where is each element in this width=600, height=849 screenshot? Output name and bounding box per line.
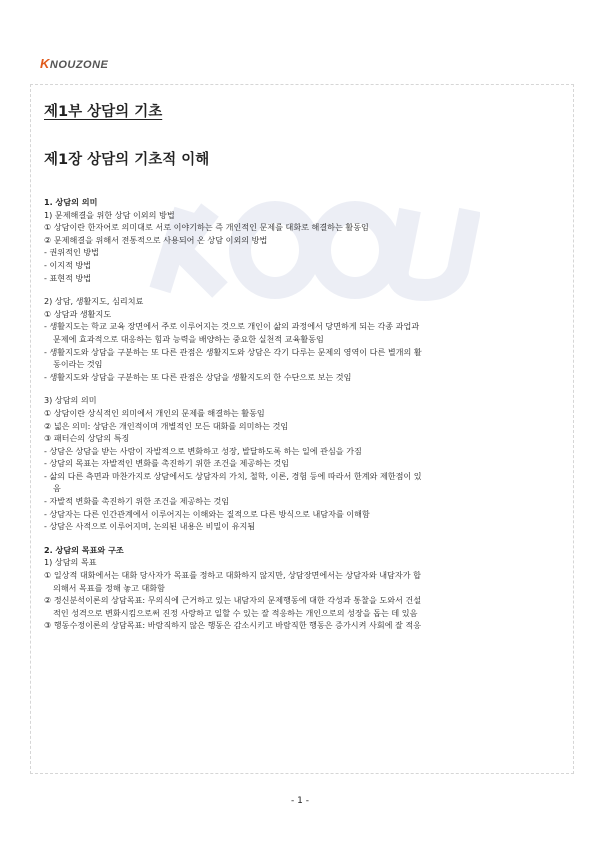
- text-line: - 상담은 사적으로 이루어지며, 논의된 내용은 비밀이 유지됨: [44, 521, 256, 532]
- text-line: 1) 상담의 목표: [44, 557, 97, 568]
- text-line: - 생활지도와 상담을 구분하는 또 다른 관점은 생활지도와 상담은 각기 다루는 문제의 영역이 다른 별개의 활: [44, 346, 422, 357]
- knouzone-logo: [40, 56, 108, 71]
- text-line: - 상담자는 다른 인간관계에서 이루어지는 이해와는 질적으로 다른 방식으로 내담자를 이해함: [44, 508, 370, 519]
- paragraph-gap: [44, 284, 564, 295]
- text-line: 문제에 효과적으로 대응하는 힘과 능력을 배양하는 중요한 실천적 교육활동임: [53, 333, 324, 344]
- text-line: - 상담은 상담을 받는 사람이 자발적으로 변화하고 성장, 발달하도록 하는 일에 관심을 가짐: [44, 445, 362, 456]
- text-line: ① 상담이란 한자어로 의미대로 서로 이야기하는 즉 개인적인 문제를 대화로 해결하는 활동임: [44, 222, 369, 233]
- text-line: 1) 문제해결을 위한 상담 이외의 방법: [44, 209, 175, 220]
- logo-k: K: [40, 56, 50, 71]
- page-number: - 1 -: [291, 796, 309, 806]
- chapter-title: 제1장 상담의 기초적 이해: [44, 152, 210, 168]
- text-line: - 표현적 방법: [44, 272, 92, 283]
- text-line: ② 문제해결을 위해서 전통적으로 사용되어 온 상담 이외의 방법: [44, 234, 268, 245]
- text-line: - 상담의 목표는 자발적인 변화를 촉진하기 위한 조건을 제공하는 것임: [44, 458, 289, 469]
- text-line: ② 넓은 의미: 상담은 개인적이며 개별적인 모든 대화를 의미하는 것임: [44, 420, 289, 431]
- text-line: 적인 성격으로 변화시킴으로써 진정 사랑하고 일할 수 있는 잘 적응하는 개인으로의 성장을 돕는 데 있음: [53, 607, 418, 618]
- text-line: - 권위적인 방법: [44, 247, 99, 258]
- text-line: ① 일상적 대화에서는 대화 당사자가 목표를 정하고 대화하지 않지만, 상담장면에서는 상담자와 내담자가 합: [44, 570, 421, 581]
- text-line: - 이지적 방법: [44, 259, 92, 270]
- text-line: 동이라는 것임: [53, 359, 103, 370]
- text-line: 음: [53, 483, 61, 494]
- text-line: ① 상담이란 상식적인 의미에서 개인의 문제를 해결하는 활동임: [44, 407, 265, 418]
- text-line: - 삶의 다른 측면과 마찬가지로 상담에서도 상담자의 가치, 철학, 이론, 경험 등에 따라서 한계와 제한점이 있: [44, 470, 422, 481]
- paragraph-gap: [44, 383, 564, 394]
- paragraph-gap: [44, 533, 564, 544]
- part-title: 제1부 상담의 기초: [44, 104, 163, 120]
- text-line: 의해서 목표를 정해 놓고 대화함: [53, 582, 165, 593]
- text-line: - 생활지도는 학교 교육 장면에서 주로 이루어지는 것으로 개인이 삶의 과정에서 당면하게 되는 각종 과업과: [44, 321, 420, 332]
- text-line: 3) 상담의 의미: [44, 395, 97, 406]
- text-line: ③ 패터슨의 상담의 특징: [44, 433, 130, 444]
- text-line: 2) 상담, 생활지도, 심리치료: [44, 296, 144, 307]
- text-line: ③ 행동수정이론의 상담목표: 바람직하지 않은 행동은 감소시키고 바람직한 행동은 증가시켜 사회에 잘 적응: [44, 620, 422, 631]
- text-line: - 생활지도와 상담을 구분하는 또 다른 관점은 상담을 생활지도의 한 수단으로 보는 것임: [44, 371, 352, 382]
- text-line: ① 상담과 생활지도: [44, 308, 112, 319]
- section-heading: 1. 상담의 의미: [44, 197, 98, 207]
- section-heading: 2. 상담의 목표와 구조: [44, 544, 124, 555]
- logo-text: NOUZONE: [49, 59, 109, 71]
- text-line: ② 정신분석이론의 상담목표: 무의식에 근거하고 있는 내담자의 문제행동에 대한 각성과 통찰을 도와서 건설: [44, 595, 422, 606]
- text-line: - 자발적 변화를 촉진하기 위한 조건을 제공하는 것임: [44, 496, 230, 507]
- document-body: [44, 196, 564, 632]
